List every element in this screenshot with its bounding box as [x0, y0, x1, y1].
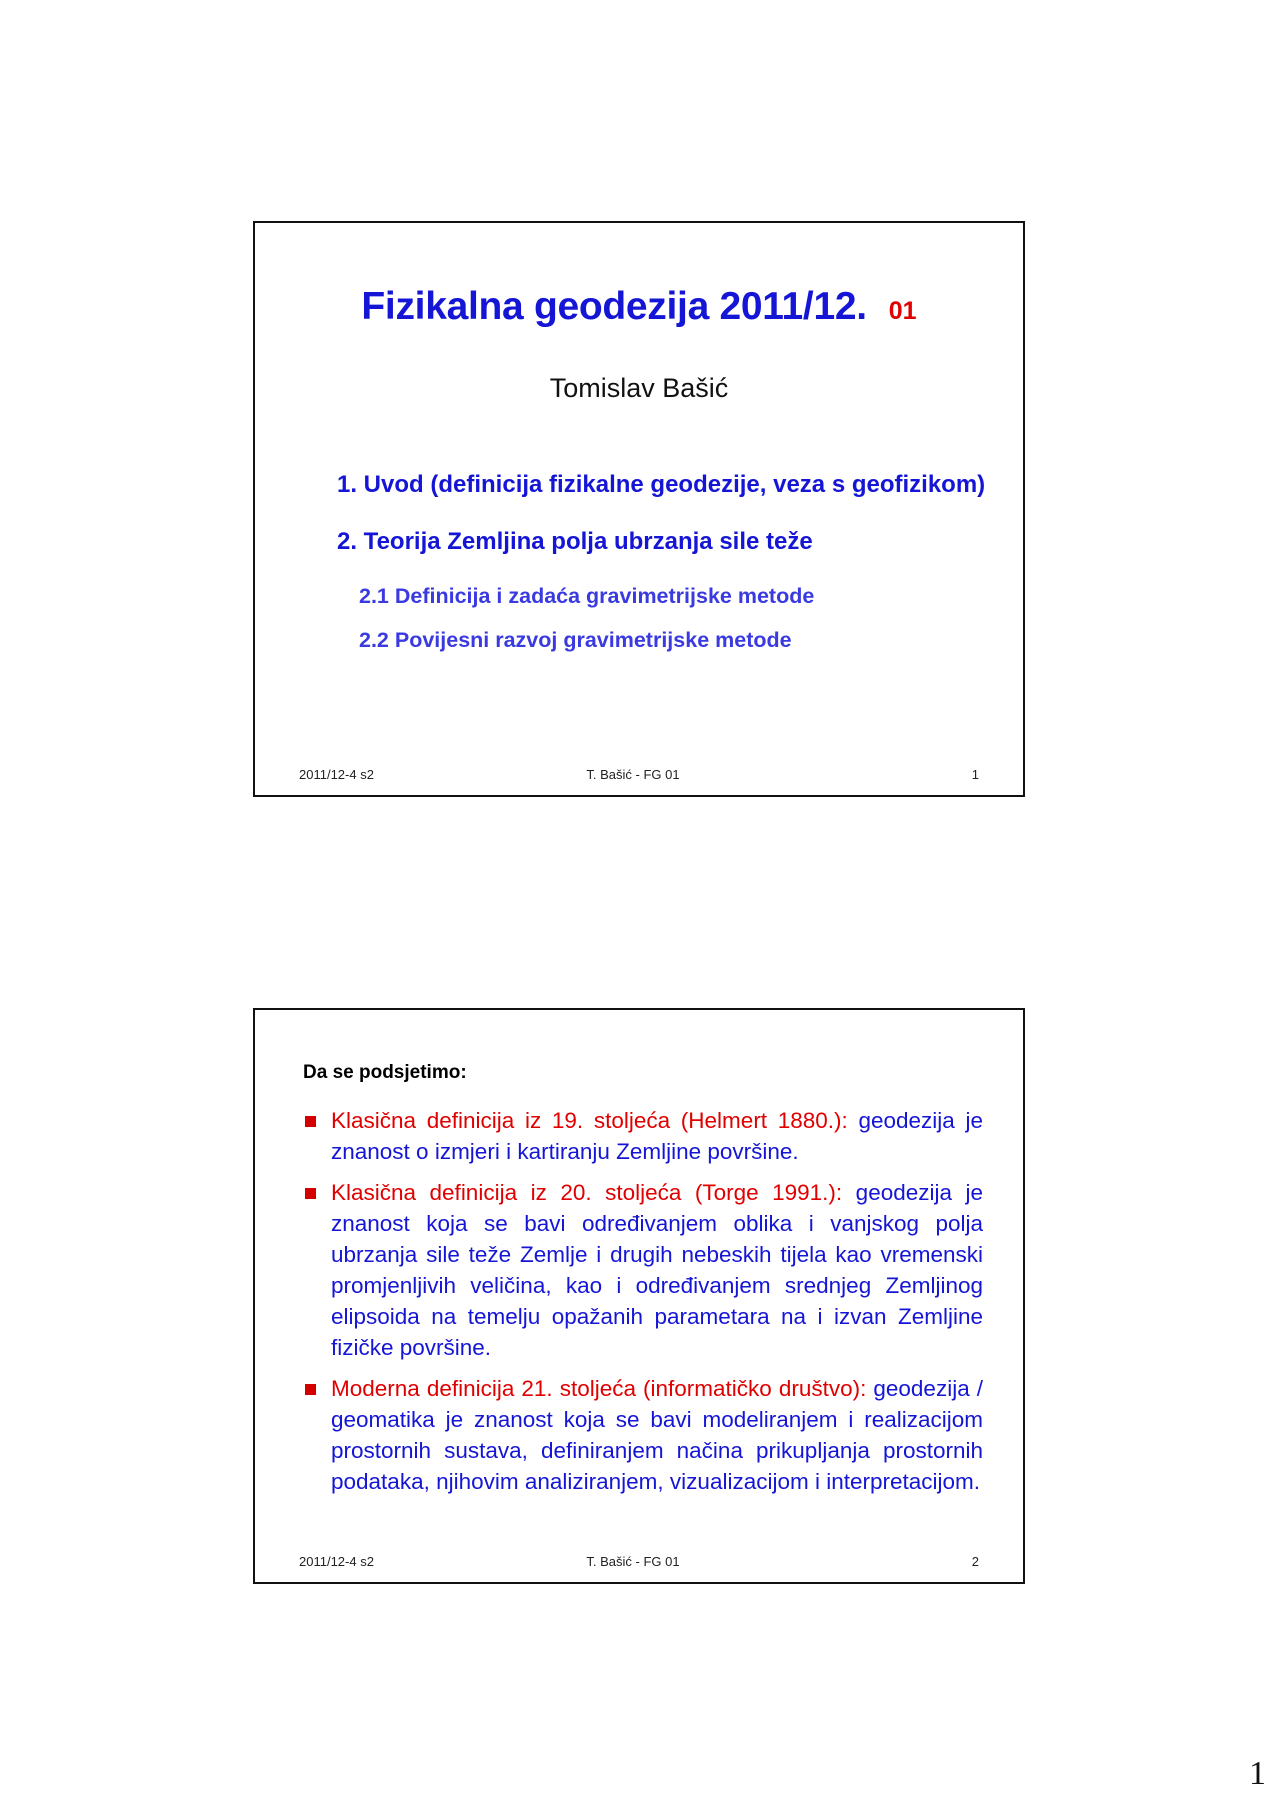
toc-item-2: 2. Teorija Zemljina polja ubrzanja sile teže	[337, 528, 813, 555]
footer-date: 2011/12-4 s2	[299, 1554, 374, 1569]
list-item	[303, 1177, 983, 1363]
bullet-list	[303, 1105, 983, 1507]
footer-author: T. Bašić - FG 01	[586, 1554, 680, 1569]
bullet-body: geodezija / geomatika je znanost koja se bavi modeliranjem i realizacijom prostornih sustava, definiranjem načina prikupljanja prostornih podataka, njihovim analiziranjem, vizualizacijom i interpretacijom.	[331, 1376, 983, 1494]
page-number: 1	[1249, 1755, 1266, 1792]
footer-slide-number: 2	[971, 1554, 979, 1569]
square-bullet-icon	[305, 1384, 316, 1395]
slide-title-line	[255, 285, 1023, 329]
toc-item-1: 1. Uvod (definicija fizikalne geodezije, veza s geofizikom)	[337, 471, 986, 498]
slide-number-label: 01	[888, 297, 917, 325]
square-bullet-icon	[305, 1188, 316, 1199]
bullet-lead: Moderna definicija 21. stoljeća (informatičko društvo):	[331, 1376, 867, 1401]
slide-title: Fizikalna geodezija 2011/12.	[361, 285, 867, 328]
slide-1	[253, 221, 1025, 797]
author-name: Tomislav Bašić	[549, 373, 729, 403]
footer-date: 2011/12-4 s2	[299, 767, 374, 782]
bullet-body: geodezija je znanost o izmjeri i kartiranju Zemljine površine.	[331, 1108, 983, 1164]
slide-intro: Da se podsjetimo:	[303, 1062, 467, 1083]
toc-item-2-2: 2.2 Povijesni razvoj gravimetrijske metode	[359, 628, 792, 652]
square-bullet-icon	[305, 1116, 316, 1127]
footer-author: T. Bašić - FG 01	[586, 767, 680, 782]
footer-slide-number: 1	[971, 767, 979, 782]
list-item	[303, 1105, 983, 1167]
bullet-lead: Klasična definicija iz 20. stoljeća (Torge 1991.):	[331, 1180, 843, 1205]
list-item	[303, 1373, 983, 1497]
bullet-body: geodezija je znanost koja se bavi određivanjem oblika i vanjskog polja ubrzanja sile teže Zemlje i drugih nebeskih tijela kao vremenski promjenljivih veličina, kao i određivanjem srednjeg Zemljinog elipsoida na temelju opažanih parametara na i izvan Zemljine fizičke površine.	[331, 1180, 984, 1360]
bullet-lead: Klasična definicija iz 19. stoljeća (Helmert 1880.):	[331, 1108, 848, 1133]
slide-2	[253, 1008, 1025, 1584]
toc-item-2-1: 2.1 Definicija i zadaća gravimetrijske metode	[359, 584, 815, 608]
